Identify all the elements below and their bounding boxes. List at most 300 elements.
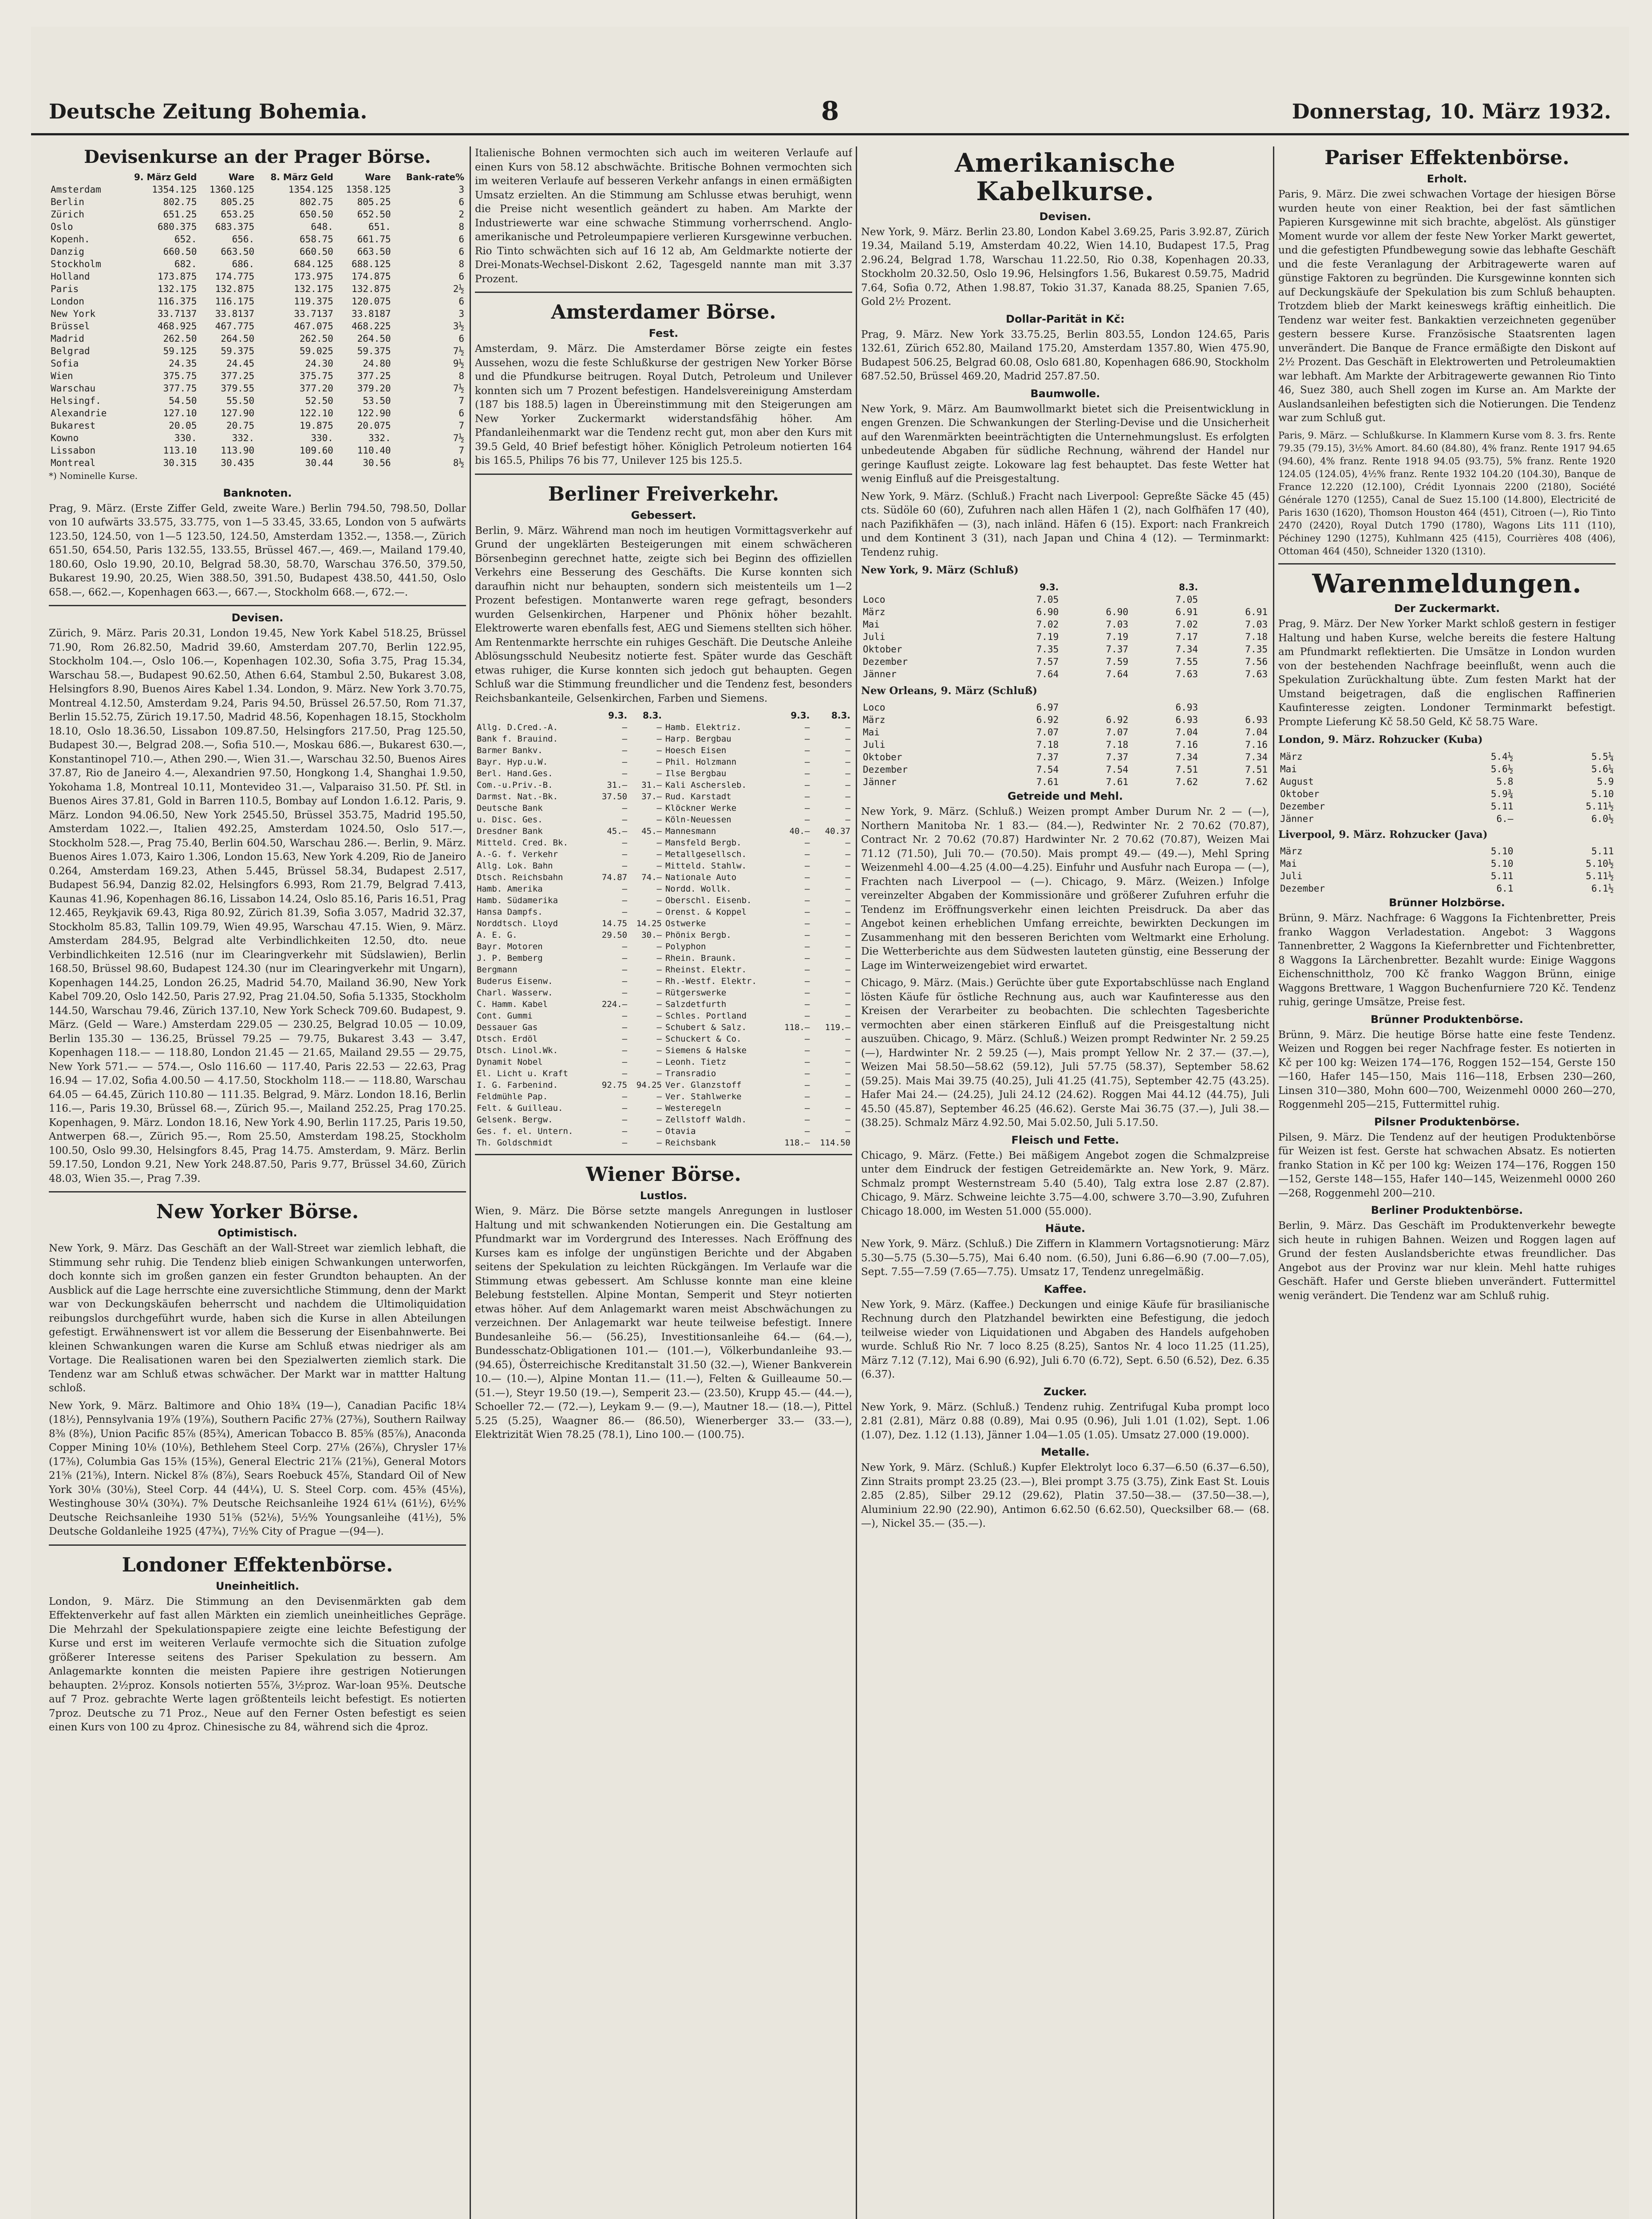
table-cell: Paris — [51, 284, 79, 294]
table-cell: 468.225 — [352, 321, 391, 332]
table-cell: 37.— — [641, 792, 662, 802]
table-cell: — — [845, 953, 850, 963]
table-cell: El. Licht u. Kraft — [477, 1069, 568, 1078]
table-header-cell — [1060, 581, 1130, 593]
ny-exchange-text: New York, 9. März. Das Geschäft an der Wall-Street war ziemlich lebhaft, die Stimmung sehr ruhig. Die Tendenz blieb einigen Schwankungen unterworfen, doch konnte sich im großen ganzen ein fester Grundton behaupten. An der Ausblick auf die Lage herrschte eine zuversichtliche Stimmung, denn der Markt war von Deckungskäufen beherrscht und nachdem die Ultimoliquidation reibungslos durchgeführt wurde, haben sich die Kurse in allen Abteilungen gefestigt. Erwähnenswert ist vor allem die Besserung der Eisenbahnwerte. Bei kleinen Schwankungen waren die Kurse am Schluß etwas niedriger als am Vortage. Die Realisationen waren bei den Spezialwerten ziemlich stark. Die Tendenz war am Schluß etwas schwächer. Der Markt war in mattter Haltung schloß. — [49, 1243, 466, 1394]
table-cell: 19.875 — [300, 420, 333, 431]
table-cell: 7.54 — [1036, 764, 1059, 775]
table-cell: A. E. G. — [477, 930, 518, 940]
table-cell: Buderus Eisenw. — [477, 976, 553, 986]
table-cell: — — [656, 942, 662, 952]
table-row — [49, 308, 466, 320]
table-cell: 7.37 — [1106, 752, 1129, 763]
table-cell: — — [622, 838, 628, 848]
table-cell: — — [656, 988, 662, 998]
table-row — [475, 756, 852, 768]
table-row — [861, 655, 1269, 668]
table-cell: Loco — [863, 702, 885, 713]
table-row — [49, 295, 466, 308]
table-cell: — — [804, 1115, 810, 1125]
table-row — [475, 1010, 852, 1022]
table-cell: Brüssel — [51, 321, 90, 332]
table-cell: — — [622, 1034, 628, 1044]
table-row — [475, 929, 852, 941]
table-cell: 7.37 — [1106, 644, 1129, 655]
table-cell: — — [804, 1069, 810, 1078]
table-cell: 45.— — [641, 826, 662, 836]
table-cell: Juli — [863, 631, 885, 642]
table-cell: — — [622, 1126, 628, 1136]
table-cell: — — [656, 861, 662, 871]
table-cell: Hoesch Eisen — [665, 746, 727, 755]
table-cell: — — [622, 1069, 628, 1078]
table-cell: 5.10 — [1490, 858, 1514, 869]
table-cell: — — [804, 769, 810, 778]
table-cell: 5.9 — [1597, 776, 1614, 787]
table-cell: 132.175 — [157, 284, 197, 294]
table-cell: Loco — [863, 594, 885, 605]
table-cell: — — [845, 930, 850, 940]
table-cell: 663.50 — [221, 246, 255, 257]
table-cell: 2 — [458, 209, 464, 220]
table-cell: 7.02 — [1175, 619, 1198, 630]
table-cell: — — [622, 1103, 628, 1113]
table-cell: 29.50 — [601, 930, 628, 940]
table-cell: 330. — [174, 433, 197, 443]
ny-exchange-subtitle: Optimistisch. — [217, 1227, 297, 1239]
cotton-text: New York, 9. März. Am Baumwollmarkt bietet sich die Preisentwicklung in engen Grenzen. Die Schwankungen der Sterling-Devise und die Unsicherheit auf den Warenmärkten beeinträchtigten die Unternehmungslust. Es erfolgten unbedeutende Abgaben für südliche Rechnung, während der Handel nur geringe Kauflust zeigte. Lokoware lag fest behauptet. Das feste Wetter hat wenig Einfluß auf die Preisgestaltung. — [861, 403, 1269, 485]
table-cell: 55.50 — [226, 395, 255, 406]
table-row — [49, 208, 466, 221]
table-row — [49, 370, 466, 382]
berlin-quotes-table — [475, 709, 852, 1149]
table-cell: — — [656, 734, 662, 744]
american-cable-title: Amerikanische Kabelkurse. — [955, 148, 1176, 206]
table-row — [861, 763, 1269, 776]
table-cell: 7½ — [453, 433, 464, 443]
table-cell: J. P. Bemberg — [477, 953, 543, 963]
table-row — [475, 1102, 852, 1114]
table-cell: 7.63 — [1245, 668, 1268, 679]
table-row — [861, 776, 1269, 788]
meat-fats-text: Chicago, 9. März. (Fette.) Bei mäßigem Angebot zogen die Schmalzpreise unter dem Eindruck der festigen Getreidemärkte an. New York, 9. März. Schmalz prompt Westernstream 5.40 (5.40), Talg extra lose 2.87 (2.87). Chicago, 9. März. Schweine leichte 3.75—4.00, schwere 3.70—3.90, Zufuhren Chicago 18.000, im Westen 51.000 (55.000). — [861, 1149, 1269, 1217]
table-cell: 59.375 — [221, 346, 255, 356]
table-row — [475, 883, 852, 895]
table-cell: 5.11½ — [1585, 801, 1614, 812]
table-cell: 20.05 — [169, 420, 197, 431]
table-cell: Berlin — [51, 197, 84, 207]
table-cell: 6.1½ — [1591, 883, 1614, 894]
table-cell: Ges. f. el. Untern. — [477, 1126, 573, 1136]
table-cell: 31.— — [607, 780, 628, 790]
table-header-cell: Bank-rate% — [406, 172, 464, 182]
table-cell: — — [845, 1126, 850, 1136]
table-cell: — — [656, 953, 662, 963]
table-cell: 330. — [311, 433, 333, 443]
table-cell: 264.50 — [357, 333, 391, 344]
table-cell: 652. — [174, 234, 197, 245]
table-cell: 37.50 — [601, 792, 628, 802]
table-cell: Hansa Dampfs. — [477, 907, 543, 917]
ny-exchange-title: New Yorker Börse. — [156, 1200, 359, 1223]
table-cell: — — [622, 861, 628, 871]
table-cell: Dresdner Bank — [477, 826, 543, 836]
table-cell: Phönix Bergb. — [665, 930, 731, 940]
table-cell: — — [622, 1115, 628, 1125]
table-cell: — — [656, 1023, 662, 1032]
table-cell: Schuckert & Co. — [665, 1034, 742, 1044]
table-cell: — — [804, 792, 810, 802]
table-cell: Lissabon — [51, 445, 96, 456]
table-cell: — — [804, 815, 810, 825]
table-cell: 7.18 — [1106, 739, 1129, 750]
table-cell: Hamb. Elektriz. — [665, 723, 742, 732]
cotton-subtitle: Baumwolle. — [1030, 387, 1100, 400]
devisen-subtitle: Devisen. — [1039, 210, 1091, 223]
table-cell: Bukarest — [51, 420, 96, 431]
table-cell: — — [622, 1138, 628, 1148]
coffee-text: New York, 9. März. (Kaffee.) Deckungen und einige Käufe für brasilianische Rechnung durch den Platzhandel bewirkten eine Befestigung, die jedoch teilweise wieder von Liquidationen und Abgaben des Handels aufgehoben wurde. Schluß Rio Nr. 7 loco 8.25 (8.25), Santos Nr. 4 loco 11.25 (11.25), März 7.12 (7.12), Mai 6.90 (6.92), Juli 6.70 (6.72), Sept. 6.50 (6.52), Dez. 6.35 (6.37). — [861, 1299, 1269, 1381]
table-cell: — — [845, 1069, 850, 1078]
table-cell: 7.18 — [1245, 631, 1268, 642]
table-row — [475, 1079, 852, 1091]
table-row — [475, 952, 852, 964]
table-row — [475, 895, 852, 906]
table-cell: Kali Aschersleb. — [665, 780, 747, 790]
table-cell: 802.75 — [163, 197, 197, 207]
table-cell: 332. — [368, 433, 391, 443]
table-row — [475, 791, 852, 802]
table-cell: — — [804, 1011, 810, 1021]
table-header-cell: 9.3. — [790, 710, 810, 721]
table-cell: 660.50 — [300, 246, 333, 257]
table-cell: 6.91 — [1175, 606, 1198, 617]
table-cell: 375.75 — [163, 371, 197, 381]
table-cell: 802.75 — [300, 197, 333, 207]
table-row — [475, 1114, 852, 1125]
cotton-freight-text: New York, 9. März. (Schluß.) Fracht nach Liverpool: Gepreßte Säcke 45 (45) cts. Südöle 60 (60), Zufuhren nach allen Häfen 1 (2), nach Golfhäfen 17 (40), nach Pazifikhäfen — (3), nach inländ. Häfen 6 (15). Export: nach Frankreich und dem Kontinent 3 (31), nach Japan und China 4 (12). — Terminmarkt: Tendenz ruhig. — [861, 490, 1269, 558]
table-cell: 7.61 — [1036, 777, 1059, 788]
table-cell: Norddtsch. Lloyd — [477, 919, 558, 928]
table-cell: 7.34 — [1175, 644, 1198, 655]
prague-exchange-title: Devisenkurse an der Prager Börse. — [84, 146, 431, 167]
table-cell: Charl. Wasserw. — [477, 988, 553, 998]
dollar-parity-subtitle: Dollar-Parität in Kč: — [1006, 312, 1125, 325]
table-cell: 377.20 — [300, 383, 333, 394]
brno-timber-text: Brünn, 9. März. Nachfrage: 6 Waggons Ia Fichtenbretter, Preis franko Waggon Verladestation. Angebot: 3 Waggons Tannenbretter, 2 Waggons Ia Kiefernbretter und Fichtenbretter, 8 Waggons Ia Lärchenbretter. Bezahlt wurde: Einige Waggons Eichenschnittholz, 700 Kč franko Waggon Brünn, einige Waggons Brettware, 1 Waggon Buchenfurniere 720 Kč. Tendenz ruhig, geringe Umsätze, Preise fest. — [1278, 912, 1616, 1008]
table-cell: 20.75 — [226, 420, 255, 431]
table-cell: Com.-u.Priv.-B. — [477, 780, 553, 790]
table-cell: 262.50 — [163, 333, 197, 344]
table-cell: Orenst. & Koppel — [665, 907, 747, 917]
table-cell: — — [845, 861, 850, 871]
table-cell: 653.25 — [221, 209, 255, 220]
table-cell: London — [51, 296, 84, 307]
table-cell: 33.7137 — [294, 308, 333, 319]
table-cell: 174.875 — [352, 271, 391, 282]
table-cell: — — [622, 896, 628, 905]
table-cell: Mansfeld Bergb. — [665, 838, 742, 848]
table-cell: 683.375 — [215, 221, 255, 232]
table-cell: März — [863, 606, 885, 617]
prague-exchange-table — [49, 171, 466, 469]
table-cell: 122.90 — [357, 408, 391, 419]
table-cell: — — [845, 1103, 850, 1113]
table-cell: Phil. Holzmann — [665, 757, 737, 767]
table-cell: Oslo — [51, 221, 73, 232]
table-cell: 379.20 — [357, 383, 391, 394]
table-cell — [1200, 701, 1269, 714]
amsterdam-exchange-text: Amsterdam, 9. März. Die Amsterdamer Börse zeigte ein festes Aussehen, wozu die feste Schlußkurse der gestrigen New Yorker Börse und die Pfundkurse beitrugen. Royal Dutch, Petroleum und Unilever konnten sich um 7 Prozent befestigen. Handelsvereinigung Amsterdam (187 bis 188.5) lagen in Übereinstimmung mit den Steigerungen am New Yorker Zuckermarkt widerstandsfähig höher. Am Pfandanleihenmarkt war die Tendenz recht gut, mon aber den Kurs mit 39.5 Geld, 40 Brief befestigt höher. Königlich Petroleum notierten 164 bis 165.5, Philips 76 bis 77, Unilever 125 bis 125.5. — [475, 343, 852, 466]
table-cell: 24.45 — [226, 358, 255, 369]
table-cell: 7.16 — [1245, 739, 1268, 750]
table-cell: 7.19 — [1036, 631, 1059, 642]
page-number: 8 — [821, 96, 839, 126]
table-cell: Rhein. Braunk. — [665, 953, 737, 963]
commodity-reports-title: Warenmeldungen. — [1312, 568, 1582, 599]
hides-subtitle: Häute. — [1045, 1222, 1086, 1235]
table-cell: Metallgesellsch. — [665, 849, 747, 859]
table-cell: — — [656, 884, 662, 894]
table-cell: Jänner — [863, 668, 897, 679]
berlin-produce-text: Berlin, 9. März. Das Geschäft im Produktenverkehr bewegte sich heute in ruhigen Bahnen. Weizen und Roggen lagen auf Grund der festen Auslandsberichte etwas freundlicher. Das Angebot aus der Provinz war nur klein. Mehl hatte ruhiges Geschäft. Hafer und Gerste blieben unverändert. Futtermittel wenig verändert. Die Tendenz war am Schluß ruhig. — [1278, 1220, 1616, 1302]
column-2 — [475, 146, 852, 2219]
table-cell: 5.5¼ — [1591, 751, 1614, 762]
table-cell: — — [622, 1023, 628, 1032]
table-header-cell: 9. März Geld — [134, 172, 197, 182]
table-cell: August — [1280, 776, 1314, 787]
table-cell: 6.90 — [1106, 606, 1129, 617]
table-cell: — — [656, 849, 662, 859]
table-cell: 7.64 — [1036, 668, 1059, 679]
table-cell: — — [656, 1069, 662, 1078]
table-row — [49, 407, 466, 419]
table-cell: Jänner — [863, 777, 897, 788]
table-cell: Madrid — [51, 333, 84, 344]
grain-text: New York, 9. März. (Schluß.) Weizen prompt Amber Durum Nr. 2 — (—), Northern Manitoba Nr. 1 83.— (84.—), Redwinter Nr. 2 70.62 (70.87), Contract Nr. 2 70.62 (70.87) Hardwinter Nr. 2 70.62 (70.87), Weizen Mai 71.12 (71.50), Juli 70.— (70.50). Mais prompt 49.— (49.—), Mehl Spring Weizenmehl 4.00—4.25 (4.00—4.25). Einfuhr und Ausfuhr nach Europa — (—), Frachten nach Liverpool — (—). Chicago, 9. März. (Weizen.) Infolge vereinzelter Abgaben der Kommissionäre und größerer Zufuhren erfuhr die Tendenz im Eröffnungsverkehr einen leichten Preisdruck. Da aber das Angebot keinen erheblichen Umfang erreichte, bewirkten Deckungen im Zusammenhang mit den besseren Berichten vom Weltmarkt eine Erholung. Die Wetterberichte aus dem Südwesten lauteten günstig, eine Besserung der Lage im Winterweizengebiet wird erwartet. — [861, 806, 1269, 971]
table-row — [1278, 813, 1616, 825]
table-cell: 30.315 — [163, 458, 197, 468]
table-cell: 30.44 — [305, 458, 333, 468]
london-sugar-label: London, 9. März. Rohzucker (Kuba) — [1278, 734, 1483, 746]
table-cell: Mai — [1280, 858, 1297, 869]
table-cell: 7.62 — [1175, 777, 1198, 788]
brno-produce-text: Brünn, 9. März. Die heutige Börse hatte eine feste Tendenz. Weizen und Roggen bei reger Nachfrage fester. Es notierten in Kč per 100 kg: Weizen 174—176, Roggen 152—154, Gerste 150—160, Hafer 145—150, Mais 116—118, Erbsen 230—260, Linsen 310—380, Mohn 600—700, Weizenmehl 0000 260—270, Roggenmehl 205—215, Futtermittel ruhig. — [1278, 1029, 1616, 1111]
table-cell: — — [804, 757, 810, 767]
table-header-cell: 8.3. — [642, 710, 662, 721]
table-cell: Allg. Lok. Bahn — [477, 861, 553, 871]
table-cell: Felt. & Guilleau. — [477, 1103, 563, 1113]
table-cell: Otavia — [665, 1126, 696, 1136]
table-cell: 59.025 — [300, 346, 333, 356]
table-cell: 173.975 — [294, 271, 333, 282]
table-cell: 45.— — [607, 826, 628, 836]
london-exchange-title: Londoner Effektenbörse. — [122, 1553, 393, 1576]
table-cell: 7 — [458, 445, 464, 456]
table-cell: — — [845, 965, 850, 975]
liverpool-sugar-label: Liverpool, 9. März. Rohzucker (Java) — [1278, 828, 1488, 841]
table-cell: — — [622, 769, 628, 778]
table-cell: Dezember — [863, 656, 908, 667]
table-cell: 658.75 — [300, 234, 333, 245]
banknoten-title: Banknoten. — [223, 486, 292, 499]
table-cell: Nordd. Wollk. — [665, 884, 731, 894]
table-cell: Dessauer Gas — [477, 1023, 538, 1032]
table-cell: 52.50 — [305, 395, 333, 406]
table-cell: 116.375 — [157, 296, 197, 307]
table-cell: 467.075 — [294, 321, 333, 332]
table-cell: 3½ — [453, 321, 464, 332]
table-row — [49, 357, 466, 370]
table-cell: 656. — [232, 234, 255, 245]
table-cell: 5.10½ — [1585, 858, 1614, 869]
vienna-exchange-text: Wien, 9. März. Die Börse setzte mangels Anregungen in lustloser Haltung und mit schwankenden Notierungen ein. Die Gestaltung am Pfundmarkt war im Vordergrund des Interesses. Nach Eröffnung des Kurses kam es infolge der ungünstigen Berichte und der Abgaben seitens der Spekulation zu leichten Rückgängen. Im Verlaufe war die Stimmung etwas gebessert. Am Schlusse konnte man eine kleine Belebung feststellen. Alpine Montan, Semperit und Steyr notierten etwas höher. Auf dem Anlagemarkt waren meist Abschwächungen zu verzeichnen. Der Anlagemarkt war heute teilweise befestigt. Innere Bundesanleihe 56.— (56.25), Investitionsanleihe 64.— (64.—), Bundesschatz-Obligationen 101.— (101.—), Völkerbundanleihe 93.— (94.65), Österreichische Kreditanstalt 31.50 (32.—), Wiener Bankverein 10.— (10.—), Alpine Montan 11.— (11.—), Felten & Guilleaume 50.— (51.—), Steyr 19.50 (19.—), Semperit 23.— (23.50), Krupp 45.— (44.—), Schoeller 72.— (72.—), Leykam 9.— (9.—), Mautner 18.— (18.—), Pittel 5.25 (5.25), Waagner 86.— (86.50), Wienerberger 33.— (33.—), Elektrizität Wien 78.25 (78.1), Lino 100.— (100.75). — [475, 1205, 852, 1441]
table-row — [475, 722, 852, 733]
table-cell: Dezember — [863, 764, 908, 775]
table-cell: 7.51 — [1175, 764, 1198, 775]
table-cell: — — [804, 1057, 810, 1067]
table-row — [1278, 788, 1616, 800]
table-cell: — — [845, 723, 850, 732]
table-row — [475, 779, 852, 791]
table-cell: — — [804, 1092, 810, 1102]
table-cell: — — [622, 976, 628, 986]
divider — [1278, 563, 1616, 565]
table-cell: — — [804, 919, 810, 928]
table-cell: 59.125 — [163, 346, 197, 356]
table-cell: 92.75 — [601, 1080, 628, 1090]
table-cell: 688.125 — [352, 259, 391, 269]
table-row — [861, 751, 1269, 763]
brno-timber-subtitle: Brünner Holzbörse. — [1389, 896, 1505, 909]
berlin-exchange-subtitle: Gebessert. — [631, 509, 696, 521]
table-cell: Dezember — [1280, 883, 1325, 894]
table-cell: Dtsch. Linol.Wk. — [477, 1046, 558, 1055]
table-cell: 7.35 — [1245, 644, 1268, 655]
table-cell: — — [804, 988, 810, 998]
table-cell: — — [804, 896, 810, 905]
table-cell: 110.40 — [357, 445, 391, 456]
table-cell: 379.55 — [221, 383, 255, 394]
pilsen-produce-subtitle: Pilsner Produktenbörse. — [1374, 1115, 1520, 1128]
vienna-exchange-title: Wiener Börse. — [586, 1163, 741, 1186]
table-cell: Danzig — [51, 246, 84, 257]
table-row — [861, 618, 1269, 631]
table-cell: — — [656, 769, 662, 778]
table-cell: — — [656, 965, 662, 975]
divider — [475, 1154, 852, 1155]
paris-exchange-subtitle: Erholt. — [1427, 173, 1467, 185]
table-cell: — — [656, 815, 662, 825]
table-cell: 5.11½ — [1585, 871, 1614, 882]
column-3 — [861, 146, 1269, 2219]
table-row — [49, 196, 466, 208]
table-cell: Mai — [863, 619, 880, 630]
table-cell: — — [845, 1011, 850, 1021]
table-row — [49, 270, 466, 283]
devisen-title: Devisen. — [231, 612, 284, 624]
table-cell: 5.6½ — [1490, 763, 1514, 774]
table-row — [861, 726, 1269, 738]
table-cell: Gelsenk. Bergw. — [477, 1115, 553, 1125]
table-cell: 127.90 — [221, 408, 255, 419]
table-cell: 33.7137 — [157, 308, 197, 319]
table-cell: — — [804, 803, 810, 813]
table-cell: Bank f. Brauind. — [477, 734, 558, 744]
table-cell: — — [845, 1080, 850, 1090]
table-row — [861, 631, 1269, 643]
table-cell: Mitteld. Cred. Bk. — [477, 838, 568, 848]
table-cell: 7.03 — [1106, 619, 1129, 630]
table-cell: März — [863, 715, 885, 726]
table-cell: 1358.125 — [346, 184, 391, 195]
table-cell: 74.87 — [601, 873, 628, 882]
table-cell: — — [804, 999, 810, 1009]
table-cell: Schubert & Salz. — [665, 1023, 747, 1032]
table-cell: Darmst. Nat.-Bk. — [477, 792, 558, 802]
london-continued-text: Italienische Bohnen vermochten sich auch im weiteren Verlaufe auf einen Kurs von 58.12 abschwächte. Britische Bohnen vermochten sich im weiteren Verlaufe auf besseren Verkehr anfangs in einen ermäßigten Umsatz erzielten. An die Stimmung am Schlusse etwas beruhigt, wenn die Preise nicht wesentlich geändert zu haben. Am Markte der Industriewerte war eine schwache Stimmung vorherrschend. Anglo-amerikanische und Petroleumpapiere verlieren Kursgewinne verbuchen. Rio Tinto schwächten sich auf 16 12 ab, Am Geldmarkte notierte der Drei-Monats-Wechsel-Diskont 2.62, Tagesgeld nannte man mit 3.37 Prozent. — [475, 147, 852, 285]
table-cell: Ver. Stahlwerke — [665, 1092, 742, 1102]
brno-produce-subtitle: Brünner Produktenbörse. — [1370, 1013, 1523, 1026]
table-cell: 30.435 — [221, 458, 255, 468]
table-cell: — — [804, 734, 810, 744]
table-cell: — — [622, 746, 628, 755]
table-cell: 7.07 — [1036, 727, 1059, 738]
table-cell: Kowno — [51, 433, 79, 443]
table-cell: — — [845, 838, 850, 848]
table-cell: Rh.-Westf. Elektr. — [665, 976, 757, 986]
amsterdam-exchange-subtitle: Fest. — [648, 327, 679, 340]
table-cell: 7.16 — [1175, 739, 1198, 750]
table-cell: — — [804, 965, 810, 975]
table-row — [1278, 800, 1616, 813]
table-cell: Oberschl. Eisenb. — [665, 896, 752, 905]
table-row — [49, 457, 466, 469]
table-cell: 7 — [458, 395, 464, 406]
table-row — [861, 643, 1269, 655]
table-cell: 6.93 — [1175, 715, 1198, 726]
ny-cotton-label: New York, 9. März (Schluß) — [861, 564, 1019, 576]
table-row — [861, 738, 1269, 751]
table-row — [475, 999, 852, 1010]
table-cell: 7.63 — [1175, 668, 1198, 679]
table-cell: Dynamit Nobel — [477, 1057, 543, 1067]
table-cell: — — [804, 1103, 810, 1113]
table-cell: Zürich — [51, 209, 84, 220]
table-cell: 7.05 — [1036, 594, 1059, 605]
table-header-cell: 8.3. — [1179, 581, 1198, 592]
table-cell: Klöckner Werke — [665, 803, 737, 813]
table-cell: — — [804, 746, 810, 755]
table-row — [49, 245, 466, 258]
table-row — [475, 1137, 852, 1149]
table-row — [475, 1125, 852, 1137]
table-cell: Harp. Bergbau — [665, 734, 731, 744]
table-cell: 40.— — [789, 826, 810, 836]
table-cell: Belgrad — [51, 346, 90, 356]
london-exchange-text: London, 9. März. Die Stimmung an den Devisenmärkten gab dem Effektenverkehr auf fast allen Märkten ein ziemlich uneinheitliches Gepräge. Die Mehrzahl der Spekulationspapiere zeigte eine leichte Befestigung der Kurse und erst im weiteren Verlaufe vermochte sich die Situation zufolge größerer Interesse seitens des Pariser Spekulation zu bessern. Am Anlagemarkte konnten die meisten Papiere ihre gestrigen Notierungen behaupten. 2½proz. Konsols notierten 55⅞, 3½proz. War-loan 95⅜. Deutsche auf 7 Proz. gebrachte Werte lagen größtenteils leicht befestigt. Es notierten 7proz. Deutsche zu 71 Proz., Neue auf den Ferner Osten befestigt es seien einen Kurs von 100 zu 4proz. Chinesische zu 84, während sich die 4proz. — [49, 1595, 466, 1733]
table-header-cell — [475, 709, 594, 722]
table-cell: 651. — [368, 221, 391, 232]
table-cell: Wien — [51, 371, 73, 381]
table-cell: 7.34 — [1245, 752, 1268, 763]
table-cell: — — [845, 780, 850, 790]
table-row — [475, 1068, 852, 1079]
table-row — [861, 606, 1269, 618]
table-cell: 74.— — [641, 873, 662, 882]
table-cell: 7.54 — [1106, 764, 1129, 775]
table-cell: 5.9¾ — [1490, 788, 1514, 799]
